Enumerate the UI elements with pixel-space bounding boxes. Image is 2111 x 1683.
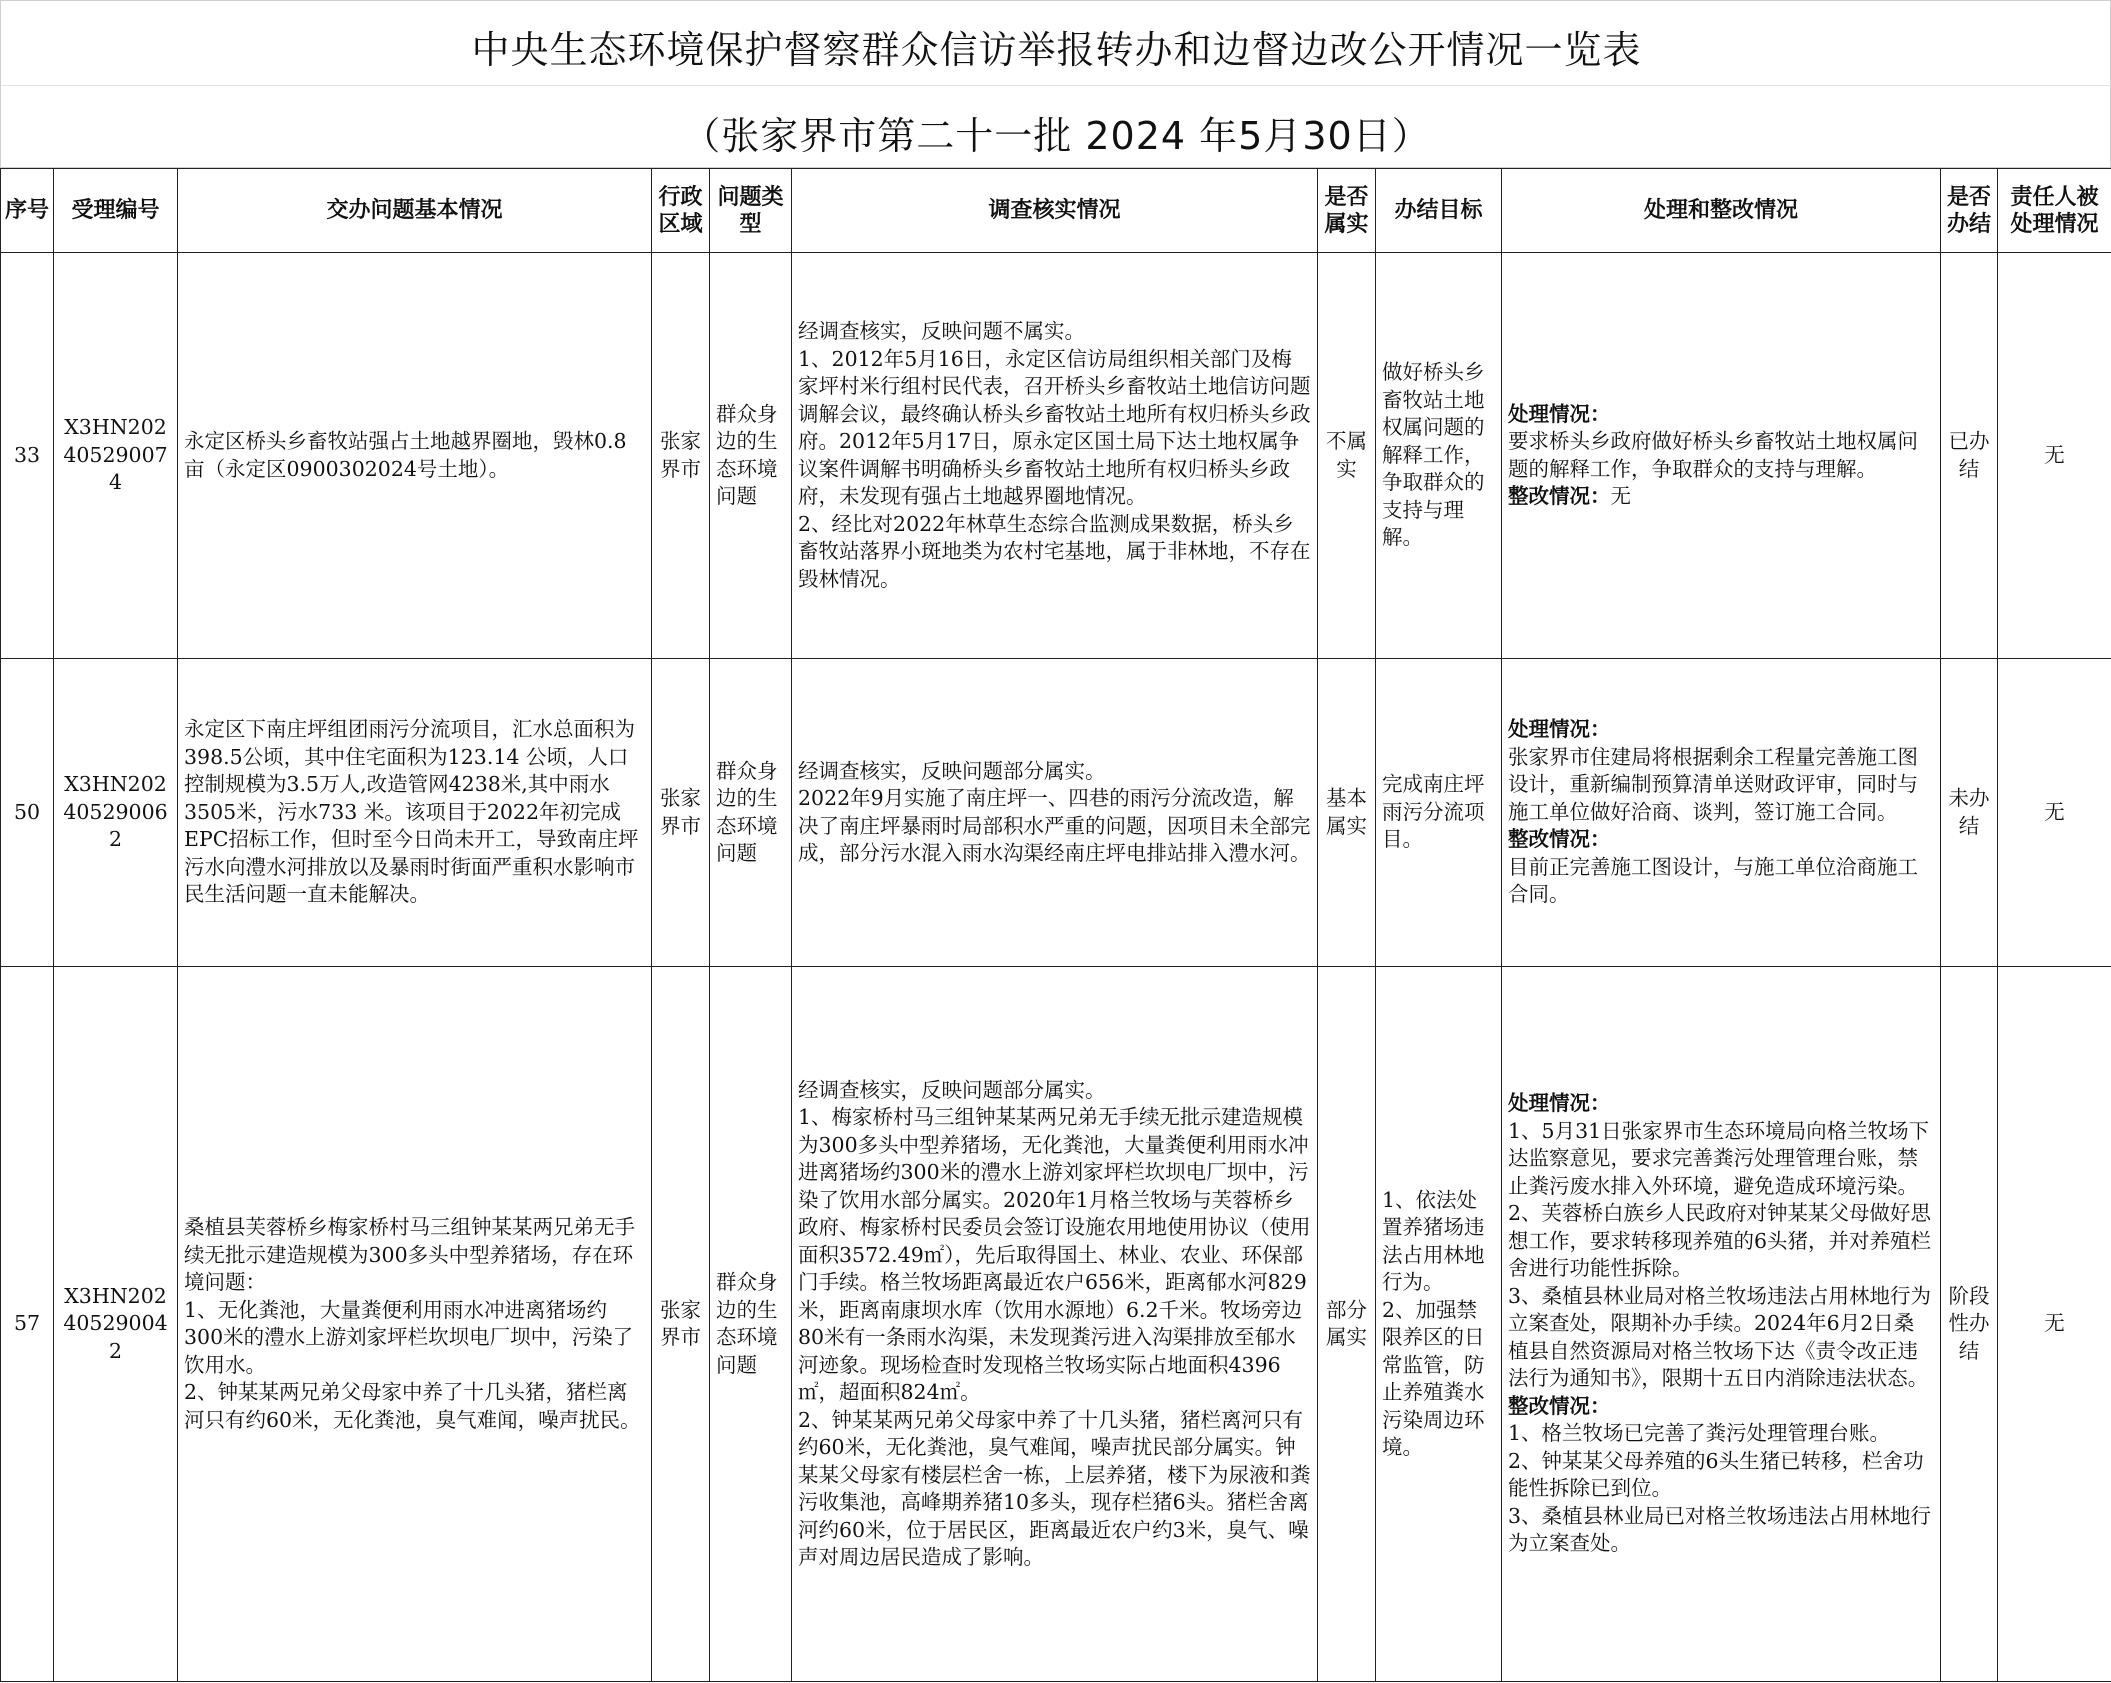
col-header-is-true: 是否属实: [1318, 169, 1376, 253]
cell-id: X3HN202405290074: [54, 253, 178, 659]
handling-line: 1、5月31日张家界市生态环境局向格兰牧场下达监察意见，要求完善粪污处理管理台账，禁止粪污废水排入外环境，避免造成环境污染。: [1508, 1118, 1930, 1198]
cell-done: 阶段性办结: [1941, 967, 1998, 1682]
cell-responsible: 无: [1998, 253, 2111, 659]
cell-responsible: 无: [1998, 659, 2111, 967]
investigation-line: 经调查核实，反映问题不属实。: [798, 319, 1085, 343]
cell-done: 未办结: [1941, 659, 1998, 967]
cell-id: X3HN202405290062: [54, 659, 178, 967]
page-subtitle: （张家界市第二十一批 2024 年5月30日）: [682, 114, 1431, 158]
table-row: [1, 659, 2111, 967]
table-row: [1, 253, 2111, 659]
rectify-line: 2、钟某某父母养殖的6头生猪已转移，栏舍功能性拆除已到位。: [1508, 1448, 1924, 1501]
cell-basic: 永定区桥头乡畜牧站强占土地越界圈地，毁林0.8亩（永定区0900302024号土地）。: [178, 253, 652, 659]
cell-goal: 1、依法处置养猪场违法占用林地行为。 2、加强禁限养区的日常监管，防止养殖粪水污染周边环境。: [1376, 967, 1502, 1682]
cell-handling: [1502, 967, 1941, 1682]
table-header-row: [1, 169, 2111, 253]
table-row: [1, 967, 2111, 1682]
cell-basic: 桑植县芙蓉桥乡梅家桥村马三组钟某某两兄弟无手续无批示建造规模为300多头中型养猪场，存在环境问题： 1、无化粪池，大量粪便利用雨水冲进离猪场约300米的澧水上游刘家坪栏坎坝电厂坝中，污染了饮用水。 2、钟某某两兄弟父母家中养了十几头猪，猪栏离河只有约60米，无化粪池，臭气难闻，噪声扰民。: [178, 967, 652, 1682]
investigation-line: 2022年9月实施了南庄坪一、四巷的雨污分流改造，解决了南庄坪暴雨时局部积水严重的问题，因项目未全部完成，部分污水混入雨水沟渠经南庄坪电排站排入澧水河。: [798, 786, 1311, 865]
cell-type: 群众身边的生态环境问题: [710, 659, 792, 967]
cell-basic: 永定区下南庄坪组团雨污分流项目，汇水总面积为398.5公顷，其中住宅面积为123.14 公顷，人口控制规模为3.5万人,改造管网4238米,其中雨水3505米，污水733 米。该项目于2022年初完成EPC招标工作，但时至今日尚未开工，导致南庄坪污水向澧水河排放以及暴雨时街面严重积水影响市民生活问题一直未能解决。: [178, 659, 652, 967]
rectify-line: 1、格兰牧场已完善了粪污处理管理台账。: [1508, 1421, 1891, 1446]
handling-line: 2、芙蓉桥白族乡人民政府对钟某某父母做好思想工作，要求转移现养殖的6头猪，并对养殖栏舍进行功能性拆除。: [1508, 1201, 1932, 1281]
title-block: [0, 0, 2111, 168]
rectify-line: 无: [1610, 484, 1631, 508]
investigation-line: 1、2012年5月16日，永定区信访局组织相关部门及梅家坪村米行组村民代表，召开桥头乡畜牧站土地信访问题调解会议，最终确认桥头乡畜牧站土地所有权归桥头乡政府。2012年5月17日，原永定区国土局下达土地权属争议案件调解书明确桥头乡畜牧站土地所有权归桥头乡政府，未发现有强占土地越界圈地情况。: [798, 346, 1311, 508]
investigation-line: 1、梅家桥村马三组钟某某两兄弟无手续无批示建造规模为300多头中型养猪场，无化粪池，大量粪便利用雨水冲进离猪场约300米的澧水上游刘家坪栏坎坝电厂坝中，污染了饮用水部分属实。2020年1月格兰牧场与芙蓉桥乡政府、梅家桥村民委员会签订设施农用地使用协议（使用面积3572.49㎡），先后取得国土、林业、农业、环保部门手续。格兰牧场距离最近农户656米，距离郁水河829米，距离南康坝水库（饮用水源地）6.2千米。牧场旁边80米有一条雨水沟渠，未发现粪污进入沟渠排放至郁水河迹象。现场检查时发现格兰牧场实际占地面积4396㎡，超面积824㎡。: [798, 1105, 1311, 1404]
col-header-responsible: 责任人被处理情况: [1998, 169, 2111, 253]
handling-label: 处理情况：: [1508, 717, 1611, 742]
col-header-type: 问题类型: [710, 169, 792, 253]
handling-line: 3、桑植县林业局对格兰牧场违法占用林地行为立案查处，限期补办手续。2024年6月2日桑植县自然资源局对格兰牧场下达《责令改正违法行为通知书》，限期十五日内消除违法状态。: [1508, 1283, 1932, 1391]
handling-label: 处理情况：: [1508, 401, 1611, 426]
cell-goal: 完成南庄坪雨污分流项目。: [1376, 659, 1502, 967]
cell-investigation: [792, 253, 1318, 659]
col-header-seq: 序号: [1, 169, 54, 253]
report-table: [0, 168, 2111, 1682]
col-header-handling: 处理和整改情况: [1502, 169, 1941, 253]
col-header-region: 行政区域: [652, 169, 710, 253]
cell-handling: [1502, 659, 1941, 967]
rectify-label: 整改情况：: [1508, 827, 1611, 852]
cell-type: 群众身边的生态环境问题: [710, 253, 792, 659]
cell-is-true: 不属实: [1318, 253, 1376, 659]
col-header-investigation: 调查核实情况: [792, 169, 1318, 253]
handling-line: 张家界市住建局将根据剩余工程量完善施工图设计，重新编制预算清单送财政评审，同时与施工单位做好洽商、谈判，签订施工合同。: [1508, 744, 1918, 824]
col-header-id: 受理编号: [54, 169, 178, 253]
rectify-line: 目前正完善施工图设计，与施工单位洽商施工合同。: [1508, 854, 1918, 907]
cell-investigation: [792, 659, 1318, 967]
cell-handling: [1502, 253, 1941, 659]
cell-is-true: 部分属实: [1318, 967, 1376, 1682]
cell-id: X3HN202405290042: [54, 967, 178, 1682]
cell-goal: 做好桥头乡畜牧站土地权属问题的解释工作，争取群众的支持与理解。: [1376, 253, 1502, 659]
title-divider: [1, 85, 2111, 86]
rectify-label: 整改情况：: [1508, 484, 1611, 508]
cell-seq: 57: [1, 967, 54, 1682]
investigation-line: 2、经比对2022年林草生态综合监测成果数据，桥头乡畜牧站落界小斑地类为农村宅基地，属于非林地，不存在毁林情况。: [798, 511, 1311, 591]
col-header-done: 是否办结: [1941, 169, 1998, 253]
handling-line: 要求桥头乡政府做好桥头乡畜牧站土地权属问题的解释工作，争取群众的支持与理解。: [1508, 429, 1918, 481]
cell-seq: 50: [1, 659, 54, 967]
cell-region: 张家界市: [652, 253, 710, 659]
investigation-line: 经调查核实，反映问题部分属实。: [798, 1077, 1106, 1102]
investigation-line: 经调查核实，反映问题部分属实。: [798, 758, 1106, 783]
rectify-label: 整改情况：: [1508, 1393, 1611, 1418]
cell-responsible: 无: [1998, 967, 2111, 1682]
handling-label: 处理情况：: [1508, 1091, 1611, 1116]
col-header-goal: 办结目标: [1376, 169, 1502, 253]
cell-region: 张家界市: [652, 659, 710, 967]
col-header-basic: 交办问题基本情况: [178, 169, 652, 253]
cell-seq: 33: [1, 253, 54, 659]
page-title: 中央生态环境保护督察群众信访举报转办和边督边改公开情况一览表: [471, 28, 1642, 72]
cell-type: 群众身边的生态环境问题: [710, 967, 792, 1682]
rectify-line: 3、桑植县林业局已对格兰牧场违法占用林地行为立案查处。: [1508, 1503, 1932, 1556]
cell-region: 张家界市: [652, 967, 710, 1682]
investigation-line: 2、钟某某两兄弟父母家中养了十几头猪，猪栏离河只有约60米，无化粪池，臭气难闻，噪声扰民部分属实。钟某某父母家有楼层栏舍一栋，上层养猪，楼下为尿液和粪污收集池，高峰期养猪10多头，现存栏猪6头。猪栏舍离河约60米，位于居民区，距离最近农户约3米，臭气、噪声对周边居民造成了影响。: [798, 1407, 1311, 1569]
cell-is-true: 基本属实: [1318, 659, 1376, 967]
cell-investigation: [792, 967, 1318, 1682]
cell-done: 已办结: [1941, 253, 1998, 659]
